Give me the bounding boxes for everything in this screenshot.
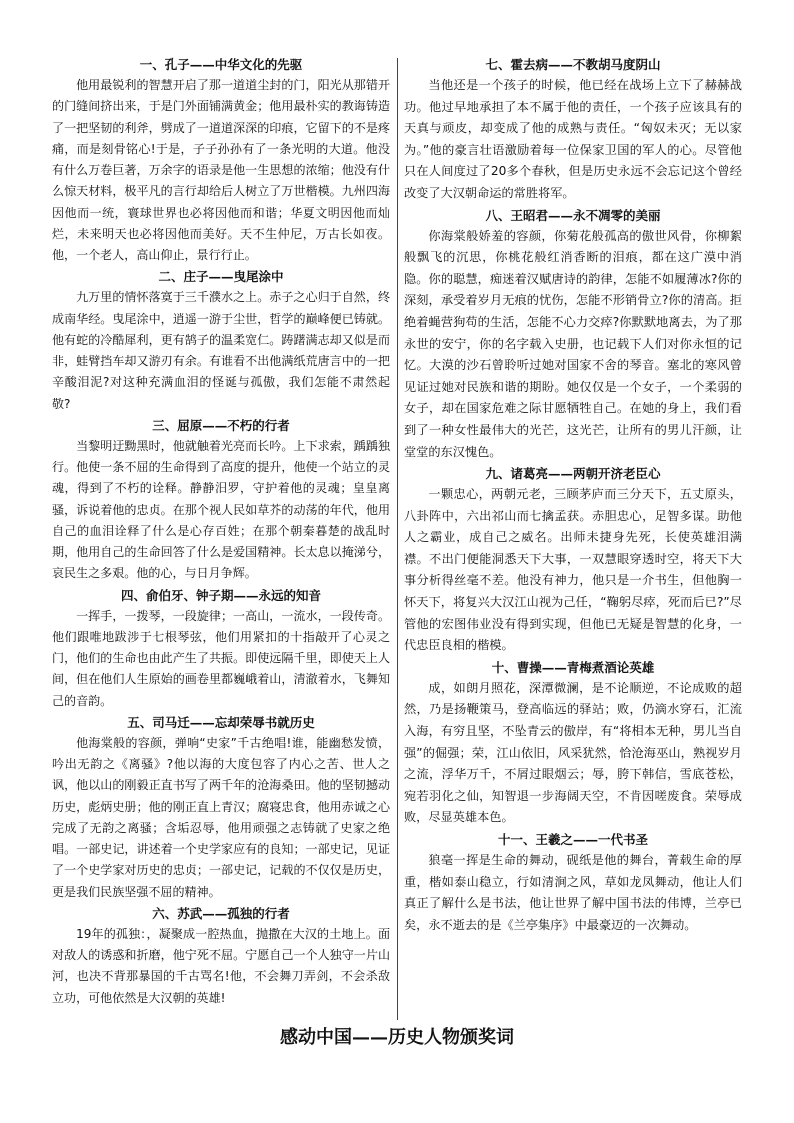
column-divider: [397, 58, 398, 1020]
section-body: 你海棠般娇羞的容颜，你菊花般孤高的傲世风骨，你柳絮般飘飞的沉思，你桃花般红消香断的泪痕，都在这广漠中消隐。你的聪慧，痴迷着汉赋唐诗的韵律，怎能不如履薄冰?你的深刻，承受着岁月无痕的忧伤，怎能不形销骨立?你的清高。拒绝着蝇营狗苟的生活，怎能不心力交瘁?你默默地离去，为了那永世的安宁，你的名字载入史册，也记载下人们对你永恒的记忆。大漠的沙石曾聆听过她对国家不舍的琴音。塞北的寒风曾见证过她对民族和谐的期盼。她仅仅是一个女子，一个柔弱的女子，却在国家危难之际甘愿牺牲自己。在她的身上，我们看到了一种女性最伟大的光芒，这光芒，让所有的男儿汗颜，让堂堂的东汉愧色。: [404, 228, 742, 459]
section-body: 19年的孤独：，凝聚成一腔热血，抛撒在大汉的土地上。面对敌人的诱惑和折磨，他宁死不屈。宁愿自己一个人独守一片山河，也决不背那暴国的千古骂名!他，不会舞刀弄剑，不会杀敌立功，可他依然是大汉朝的英雄!: [52, 926, 390, 1005]
section-title: 七、霍去病——不教胡马度阴山: [485, 57, 661, 72]
section-body: 一挥手，一拨琴，一段旋律；一高山，一流水，一段传奇。他们跟唯地跋涉于七根琴弦，他们用紧扣的十指敲开了心灵之门，他们的生命也由此产生了共振。即使远隔千里，即使天上人间，但在他们人生原始的画卷里都巍峨着山，清澈着水，飞舞知己的音韵。: [52, 608, 390, 708]
section: [404, 829, 742, 936]
section-body: 他用最锐利的智慧开启了那一道道尘封的门，阳光从那错开的门缝间挤出来，于是门外面铺满黄金；他用最朴实的教诲铸造了一把坚韧的利斧，劈成了一道道深深的印痕，它留下的不是疼痛，而是刻骨铭心!于是，子子孙孙有了一条光明的大道。他没有什么万卷巨著，万余字的语录是他一生思想的浓缩；他没有什么惊天材料，极平凡的言行却给后人树立了万世楷模。九州四海因他而一统，寰球世界也必将因他而和谐；华夏文明因他而灿烂，未来明天也必将因他而美好。天不生仲尼，万古长如夜。他，一个老人，高山仰止，景行行止。: [52, 78, 390, 262]
section-title: 十一、王羲之——一代书圣: [497, 832, 648, 847]
page-title: 感动中国——历史人物颁奖词: [280, 1027, 514, 1048]
section-body: 九万里的情怀落寞于三千濮水之上。赤子之心归于自然，终成南华经。曳尾涂中，逍遥一游于尘世，哲学的巅峰便已铸就。他有蛇的冷酷犀利，更有鹄子的温柔宽仁。踌躇满志却又似是而非，蛙臂挡车却又游刃有余。有谁看不出他满纸荒唐言中的一把辛酸泪泥?对这种充满血泪的怪诞与孤傲，我们怎能不肃然起敬?: [52, 290, 390, 411]
section: [404, 205, 742, 464]
section: [52, 415, 390, 585]
section: [52, 585, 390, 712]
section: [52, 712, 390, 903]
section-body: 狼毫一挥是生命的舞动，砚纸是他的舞台，菁载生命的厚重，楷如泰山稳立，行如清涧之风，草如龙凤舞动，他让人们真正了解什么是书法，他让世界了解中国书法的伟博，兰亭已矣，永不逝去的是《兰亭集序》中最豪迈的一次舞动。: [404, 853, 742, 932]
section: [404, 54, 742, 205]
section-body: 当他还是一个孩子的时候，他已经在战场上立下了赫赫战功。他过早地承担了本不属于他的责任，一个孩子应该具有的天真与顽皮，却变成了他的成熟与责任。“匈奴未灭；无以家为。”他的豪言壮语激励着每一位保家卫国的军人的心。尽管他只在人间度过了20多个春秋，但是历史永远不会忘记这个曾经改变了大汉朝命运的常胜将军。: [404, 78, 742, 200]
section: [52, 903, 390, 1009]
section: [404, 657, 742, 829]
left-column: [52, 54, 390, 1009]
section-title: 九、诸葛亮——两朝开济老臣心: [485, 466, 661, 482]
section: [404, 463, 742, 657]
section: [52, 266, 390, 415]
section-body: 一颗忠心，两朝元老，三顾茅庐而三分天下，五丈原头，八卦阵中，六出祁山而七擒孟获。赤胆忠心，足智多谋。助他人之霸业，成自己之威名。出师未捷身先死，长使英雄泪满襟。不出门便能洞悉天下大事，一双慧眼穿透时空，将天下大事分析得丝毫不差。他没有神力，他只是一介书生，但他胸一怀天下，将复兴大汉江山视为己任，“鞠躬尽瘁，死而后已?”尽管他的宏图伟业没有得到实现，但他已无疑是智慧的化身，一代忠臣良相的楷模。: [404, 487, 742, 653]
section-title: 四、俞伯牙、钟子期——永远的知音: [120, 587, 321, 603]
section: [52, 54, 390, 266]
right-column: [404, 54, 742, 936]
section-title: 八、王昭君——永不凋零的美丽: [485, 207, 661, 223]
section-body: 成，如朗月照花，深潭微澜，是不论顺逆，不论成败的超然，乃是扬鞭策马，登高临远的驿站；败，仍滴水穿石，汇流入海，有穷且坚，不坠青云的傲岸，有“将相本无种，男儿当自强”的倔强；荣，江山依旧，风采犹然，恰沧海巫山，熟视岁月之流，浮华万千，不屑过眼烟云；辱，胯下韩信，雪底苍松，宛若羽化之仙，知智退一步海阔天空，不肯因嗟废食。荣辱成败，尽显英雄本色。: [404, 680, 742, 825]
section-body: 当黎明迂黝黑时，他就触着光亮而长吟。上下求索，踽踽独行。他使一条不屈的生命得到了高度的提升，他使一个站立的灵魂，得到了不朽的诠释。静静汨罗，守护着他的灵魂；皇皇离骚，诉说着他的忠贞。在那个视人民如草芥的动荡的年代，他用自己的血泪诠释了什么是心存百姓；在那个朝秦暮楚的战乱时期，他用自己的生命回答了什么是爱国精神。长太息以掩涕兮，哀民生之多艰。他的心，与日月争辉。: [52, 438, 390, 581]
section-title: 六、苏武——孤独的行者: [152, 905, 290, 921]
section-title: 三、屈原——不朽的行者: [152, 417, 290, 433]
section-title: 一、孔子——中华文化的先驱: [139, 57, 303, 72]
section-body: 他海棠般的容颜，弹响“史家”千古绝唱!谁，能幽愁发愤，吟出无韵之《离骚》?他以海的大度包容了内心之苦、世人之讽，他以山的刚毅正直书写了两千年的沧海桑田。他的坚韧撼动历史，彪炳史册；他的刚正直上青汉；腐寝忠食，他用赤诚之心完成了无韵之离骚；含垢忍辱，他用顽强之志铸就了史家之绝唱。一部史记，讲述着一个史学家应有的良知；一部史记，见证了一个史学家对历史的忠贞；一部史记，记载的不仅仅是历史，更是我们民族坚强不屈的精神。: [52, 735, 390, 899]
section-title: 二、庄子——曳尾涂中: [158, 269, 284, 285]
section-title: 十、曹操——青梅煮酒论英雄: [491, 659, 655, 675]
section-title: 五、司马迁——忘却荣辱书就历史: [127, 714, 315, 730]
